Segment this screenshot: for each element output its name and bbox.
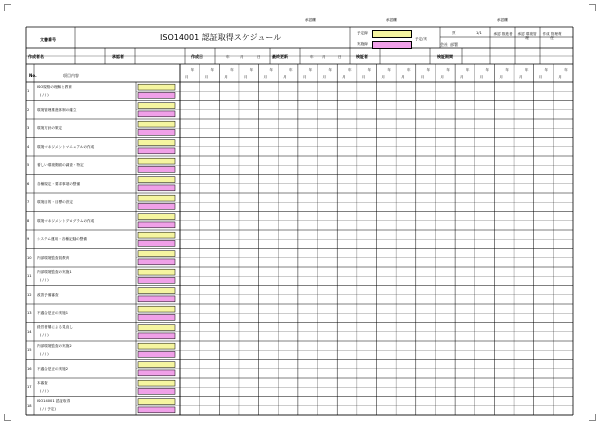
date-label: 作成日	[191, 54, 203, 59]
row-number: 3	[27, 126, 30, 131]
crop-mark	[4, 414, 11, 421]
row-number: 11	[27, 274, 32, 279]
month-header-month: 月	[479, 75, 484, 79]
month-header-year: 年	[485, 68, 490, 72]
legend-actual-swatch	[372, 41, 412, 49]
plan-bar	[138, 269, 175, 275]
month-header-year: 年	[348, 68, 352, 72]
sheet-label: 頁	[452, 31, 456, 35]
company-label: 会社	[440, 42, 448, 47]
row-item-subtext: ( / / )	[40, 277, 49, 282]
crop-mark	[589, 414, 596, 421]
row-number: 2	[27, 107, 30, 112]
actual-bar	[138, 92, 175, 98]
row-number: 7	[27, 200, 30, 205]
month-header-month: 月	[361, 75, 366, 79]
row-number: 18	[27, 403, 32, 408]
actual-bar	[138, 351, 175, 357]
month-header-month: 月	[302, 75, 307, 79]
legend-actual-label: 実施線	[357, 42, 368, 46]
plan-bar	[138, 177, 175, 183]
plan-bar	[138, 325, 175, 331]
month-header-month: 月	[440, 75, 444, 79]
row-item-label: 本審査	[37, 380, 48, 385]
date-part: 月	[240, 55, 244, 59]
row-item-label: 環境管理推進体制の確立	[37, 107, 77, 112]
plan-bar	[138, 195, 175, 201]
actual-bar	[138, 388, 175, 394]
actual-bar	[138, 111, 175, 117]
row-item-subtext: ( / / )	[40, 92, 49, 97]
plan-bar	[138, 214, 175, 220]
plan-bar	[138, 362, 175, 368]
date-part: 年	[226, 55, 230, 59]
month-header-month: 月	[243, 75, 248, 79]
row-number: 17	[27, 385, 32, 390]
role-box-1: 承認 推進者	[493, 32, 513, 36]
sheet-value: 1/1	[476, 31, 482, 35]
month-header-month: 月	[401, 75, 405, 79]
stamp-label: 承認欄	[497, 18, 508, 22]
month-header-year: 年	[406, 68, 411, 72]
row-item-label: システム運用・各種記録の整備	[37, 237, 87, 242]
crop-mark	[4, 4, 11, 11]
actual-bar	[138, 277, 175, 283]
month-header-month: 月	[204, 75, 209, 79]
actual-bar	[138, 166, 175, 172]
plan-bar	[138, 140, 175, 146]
month-header-month: 月	[518, 75, 523, 79]
row-item-subtext: ( / / 予定)	[40, 407, 56, 412]
month-header-month: 月	[538, 75, 543, 79]
actual-bar	[138, 203, 175, 209]
month-header-month: 月	[322, 75, 327, 79]
month-header-year: 年	[524, 68, 529, 72]
month-header-year: 年	[308, 68, 313, 72]
row-item-label: 不適合是正の実施2	[37, 366, 69, 371]
row-number: 1	[27, 89, 30, 94]
stamp-label: 承認欄	[386, 18, 397, 22]
month-header-year: 年	[446, 68, 450, 72]
row-item-label: ISO14001 認証取得	[37, 399, 71, 403]
actual-bar	[138, 129, 175, 135]
month-header-year: 年	[328, 68, 332, 72]
doc-number-label: 文書番号	[40, 37, 56, 42]
month-header-year: 年	[249, 68, 254, 72]
legend-side-label: 予定/実	[415, 37, 427, 41]
actual-bar	[138, 259, 175, 265]
revision-part: 月	[322, 55, 326, 59]
revision-part: 年	[310, 55, 314, 59]
date-part: 日	[257, 55, 261, 59]
month-header-year: 年	[269, 68, 273, 72]
actual-bar	[138, 370, 175, 376]
month-header-year: 年	[387, 68, 391, 72]
month-header-month: 月	[263, 75, 268, 79]
row-number: 12	[27, 292, 32, 297]
legend-plan-swatch	[372, 30, 412, 38]
row-number: 9	[27, 237, 30, 242]
crop-mark	[589, 4, 596, 11]
actual-bar	[138, 185, 175, 191]
row-number: 13	[27, 311, 32, 316]
plan-bar	[138, 232, 175, 238]
plan-bar	[138, 103, 175, 109]
no-column-header: No.	[29, 73, 37, 78]
row-item-label: 環境マネジメントマニュアルの作成	[37, 144, 95, 149]
row-item-label: 内部環境監査員教育	[37, 255, 70, 260]
month-header-month: 月	[381, 75, 385, 79]
actual-bar	[138, 296, 175, 302]
plan-bar	[138, 251, 175, 257]
actual-bar	[138, 240, 175, 246]
role-box-2: 承認 環境管理	[517, 32, 537, 40]
author-label: 作成者名	[28, 54, 44, 59]
row-number: 14	[27, 329, 32, 334]
month-header-year: 年	[564, 68, 568, 72]
legend-plan-label: 予定線	[357, 31, 368, 35]
role-box-3: 作成 管理責任	[542, 32, 562, 40]
month-header-month: 月	[342, 75, 346, 79]
month-header-year: 年	[367, 68, 372, 72]
department-label: 部署	[450, 42, 458, 47]
plan-bar	[138, 399, 175, 405]
month-header-year: 年	[505, 68, 509, 72]
month-header-month: 月	[499, 75, 503, 79]
row-number: 5	[27, 163, 30, 168]
row-item-label: 不適合是正の実施1	[37, 311, 69, 316]
actual-bar	[138, 333, 175, 339]
row-item-label: 環境目的・目標の設定	[37, 200, 73, 205]
row-number: 6	[27, 181, 30, 186]
plan-bar	[138, 84, 175, 90]
plan-bar	[138, 306, 175, 312]
reviewer-label: 検証者	[356, 54, 368, 59]
row-item-label: 改善予備審査	[37, 292, 59, 297]
period-label: 検証期間	[437, 54, 453, 59]
document-title: ISO14001 認証取得スケジュール	[160, 33, 282, 42]
plan-bar	[138, 380, 175, 386]
month-header-year: 年	[465, 68, 470, 72]
month-header-year: 年	[426, 68, 431, 72]
row-item-subtext: ( / / )	[40, 333, 49, 338]
row-number: 16	[27, 366, 32, 371]
month-header-month: 月	[224, 75, 228, 79]
plan-bar	[138, 343, 175, 349]
month-header-year: 年	[230, 68, 234, 72]
row-item-label: 環境方針の策定	[37, 126, 63, 131]
month-header-year: 年	[289, 68, 293, 72]
row-item-subtext: ( / / )	[40, 388, 49, 393]
month-header-month: 月	[460, 75, 464, 79]
row-number: 10	[27, 255, 32, 260]
month-header-month: 月	[420, 75, 425, 79]
month-header-year: 年	[210, 68, 215, 72]
item-column-header: 項目内容	[63, 73, 79, 78]
row-item-label: 内部環境監査の実施1	[37, 269, 72, 274]
actual-bar	[138, 148, 175, 154]
stamp-label: 承認欄	[305, 18, 316, 22]
row-item-label: 各種規定・要求事項の整備	[37, 181, 81, 186]
revision-label: 最終更新	[272, 54, 288, 59]
plan-bar	[138, 158, 175, 164]
row-item-label: 環境マネジメントプログラムの作成	[37, 218, 95, 223]
actual-bar	[138, 407, 175, 413]
month-header-month: 月	[558, 75, 562, 79]
month-header-month: 月	[283, 75, 287, 79]
row-number: 15	[27, 348, 32, 353]
plan-bar	[138, 288, 175, 294]
row-item-label: 経営者層による見直し	[37, 325, 73, 329]
row-item-label: 内部環境監査の実施2	[37, 343, 72, 348]
actual-bar	[138, 222, 175, 228]
row-number: 4	[27, 144, 30, 149]
row-item-label: 著しい環境側面の調査・特定	[37, 163, 84, 168]
row-item-label: ISO規格の理解と教育	[37, 84, 72, 89]
month-header-year: 年	[544, 68, 549, 72]
approver-label: 承認者	[112, 54, 124, 59]
month-header-month: 月	[184, 75, 189, 79]
row-item-subtext: ( / / )	[40, 351, 49, 356]
plan-bar	[138, 121, 175, 127]
month-header-year: 年	[190, 68, 195, 72]
revision-part: 日	[338, 55, 342, 59]
row-number: 8	[27, 218, 30, 223]
actual-bar	[138, 314, 175, 320]
